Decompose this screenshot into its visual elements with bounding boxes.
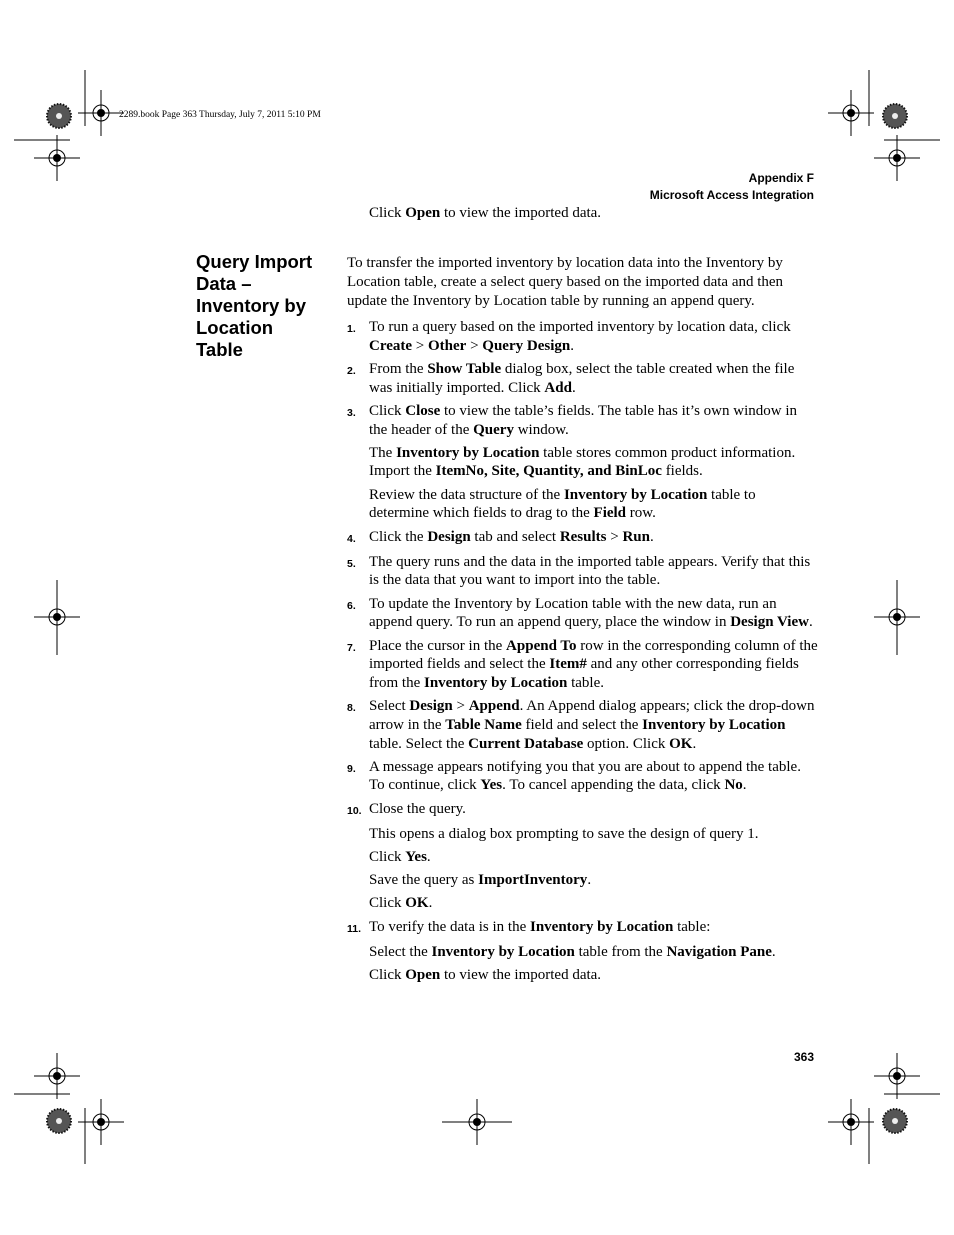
step-text [369,758,819,795]
text-run-bold: No [724,777,743,794]
starburst-mark-icon [46,1108,72,1134]
step-note [369,825,819,844]
text-run: Click [369,967,406,984]
text-run: Click [369,402,406,419]
text-run-bold: OK [669,735,693,752]
step-note [369,444,819,481]
step-note [369,943,819,962]
text-run: to view the imported data. [440,967,602,984]
text-run-bold: Append [468,698,520,715]
print-info: 2289.book Page 363 Thursday, July 7, 2011 5:10 PM [119,110,321,120]
text-run: to view the imported data. [440,205,602,221]
heading-line: Data – [196,273,252,294]
starburst-mark-icon [46,103,72,129]
list-item [347,637,819,693]
text-run-bold: Table Name [445,716,522,733]
list-item [347,360,819,397]
step-number: 7. [347,641,356,654]
text-run: Click the [369,528,428,545]
text-run: . [649,528,654,545]
text-run-bold: Create [369,337,413,354]
text-run: . [771,943,776,960]
text-run: . To cancel appending the data, click [502,777,725,794]
text-run: field and select the [521,716,643,733]
running-head-appendix: Appendix F [748,171,814,185]
starburst-mark-icon [882,1108,908,1134]
text-run: To run a query based on the imported inventory by location data, click [369,319,791,335]
step-text [369,528,819,549]
text-run-bold: Inventory by Location [563,486,708,503]
text-run: . [808,614,813,631]
text-run-bold: Item# [549,656,587,673]
step-text [369,402,819,439]
text-run-bold: ItemNo, Site, Quantity, and BinLoc [435,463,662,480]
text-run: To update the Inventory by Location table with the new data, run an append query. To run an append query, place the window in [369,595,777,631]
step-note [369,966,819,985]
text-run: Review the data structure of the [369,486,564,503]
text-run: Click [369,849,406,866]
list-item [347,697,819,753]
text-run: A message appears notifying you that you are about to append the table. To continue, click [369,758,801,794]
text-run-bold: ImportInventory [478,872,588,889]
intro-paragraph: To transfer the imported inventory by location data into the Inventory by Location table, create a select query based on the imported data and then update the Inventory by Location table by running an append query. [347,255,784,309]
text-run: . [692,735,697,752]
text-run: table. Select the [369,735,469,752]
text-run: > [606,528,623,545]
text-run: . An Append dialog appears; click the drop-down arrow in the [369,698,815,733]
text-run: table to determine which fields to drag to the [369,486,756,522]
text-run-bold: Inventory by Location [642,716,786,733]
list-item [347,318,819,355]
text-run: tab and select [470,528,560,545]
step-text [369,595,819,632]
step-number: 3. [347,406,356,419]
text-run: This opens a dialog box prompting to save the design of query 1. [369,825,759,842]
heading-line: Inventory by [196,295,306,316]
step-number: 6. [347,599,356,612]
text-run: window. [513,421,569,438]
step-note [369,871,819,890]
text-run: . [428,895,433,912]
text-run: . [426,849,431,866]
step-text [369,318,819,355]
text-run-bold: Field [593,505,627,522]
text-run: The [369,444,397,461]
text-run: and any other corresponding fields from the [369,656,799,691]
step-text [369,697,819,753]
text-run: Click [369,895,406,912]
step-number: 8. [347,702,356,715]
text-run: . [570,337,574,354]
text-run-bold: Close [405,402,441,419]
text-run: table. [567,674,604,691]
text-run-bold: Other [428,337,467,354]
text-run: Click [369,205,406,221]
steps-list [347,318,819,989]
running-head-title: Microsoft Access Integration [649,188,814,202]
text-run-bold: Open [405,205,441,221]
text-run: > [412,337,428,354]
step-note [369,848,819,867]
text-run-bold: OK [405,895,429,912]
text-run: row in the corresponding column of the imported fields and select the [369,637,818,673]
step-number: 11. [347,922,362,935]
step-number: 1. [347,323,356,335]
text-run-bold: Query [473,421,514,438]
text-run-bold: Yes [405,849,427,866]
text-run: dialog box, select the table created when the file was initially imported. Click [369,360,795,396]
text-run-bold: Show Table [427,360,502,377]
text-run-bold: Design [409,698,453,715]
list-item [347,528,819,549]
text-run-bold: Add [544,379,572,396]
step-text [369,553,819,590]
step-note [369,486,819,523]
text-run: fields. [661,463,703,480]
text-run-bold: Query Design [482,337,571,354]
text-run-bold: Results [559,528,607,545]
heading-line: Location [196,317,274,338]
step-text [369,637,819,693]
text-run: To verify the data is in the [369,918,530,935]
text-run: > [466,337,483,354]
text-run: . [742,777,747,794]
step-text [369,918,819,939]
text-run-bold: Yes [480,777,503,794]
text-run: > [452,698,469,715]
list-item [347,402,819,439]
text-run: row. [626,505,656,522]
text-run: Select [369,698,410,715]
text-run-bold: Design [427,528,471,545]
text-run: Close the query. [369,800,466,817]
list-item [347,595,819,632]
text-run: table stores common product information. Import the [369,444,796,480]
text-run: option. Click [583,735,670,752]
step-number: 4. [347,532,356,545]
text-run: . [571,379,576,396]
step-note [369,894,819,913]
text-run-bold: Inventory by Location [431,943,575,960]
text-run: to view the table’s fields. The table has it’s own window in the header of the [369,402,797,438]
text-run-bold: Current Database [468,735,584,752]
continuation-line [369,205,601,222]
text-run-bold: Inventory by Location [423,674,568,691]
step-text [369,360,819,397]
step-number: 10. [347,804,362,817]
step-text [369,800,819,821]
text-run-bold: Navigation Pane [666,943,772,960]
step-number: 9. [347,762,356,775]
section-heading [196,251,331,361]
list-item [347,800,819,821]
heading-line: Table [196,339,243,360]
list-item [347,758,819,795]
text-run: table: [673,918,711,935]
text-run-bold: Design View [730,614,809,631]
step-number: 5. [347,557,356,570]
text-run: Place the cursor in the [369,637,507,654]
text-run: Save the query as [369,872,479,889]
text-run-bold: Open [405,967,441,984]
text-run: The query runs and the data in the imported table appears. Verify that this is the data that you want to import into the table. [369,553,811,589]
text-run-bold: Run [622,528,650,545]
text-run-bold: Inventory by Location [396,444,540,461]
starburst-mark-icon [882,103,908,129]
step-number: 2. [347,364,356,377]
text-run: From the [369,360,428,377]
running-head [650,170,814,204]
text-run: table from the [574,943,667,960]
text-run: . [587,872,592,889]
page-number: 363 [793,1050,814,1064]
list-item [347,918,819,939]
text-run-bold: Inventory by Location [530,918,674,935]
text-run: Select the [369,943,432,960]
list-item [347,553,819,590]
text-run-bold: Append To [506,637,577,654]
heading-line: Query Import [196,251,313,272]
